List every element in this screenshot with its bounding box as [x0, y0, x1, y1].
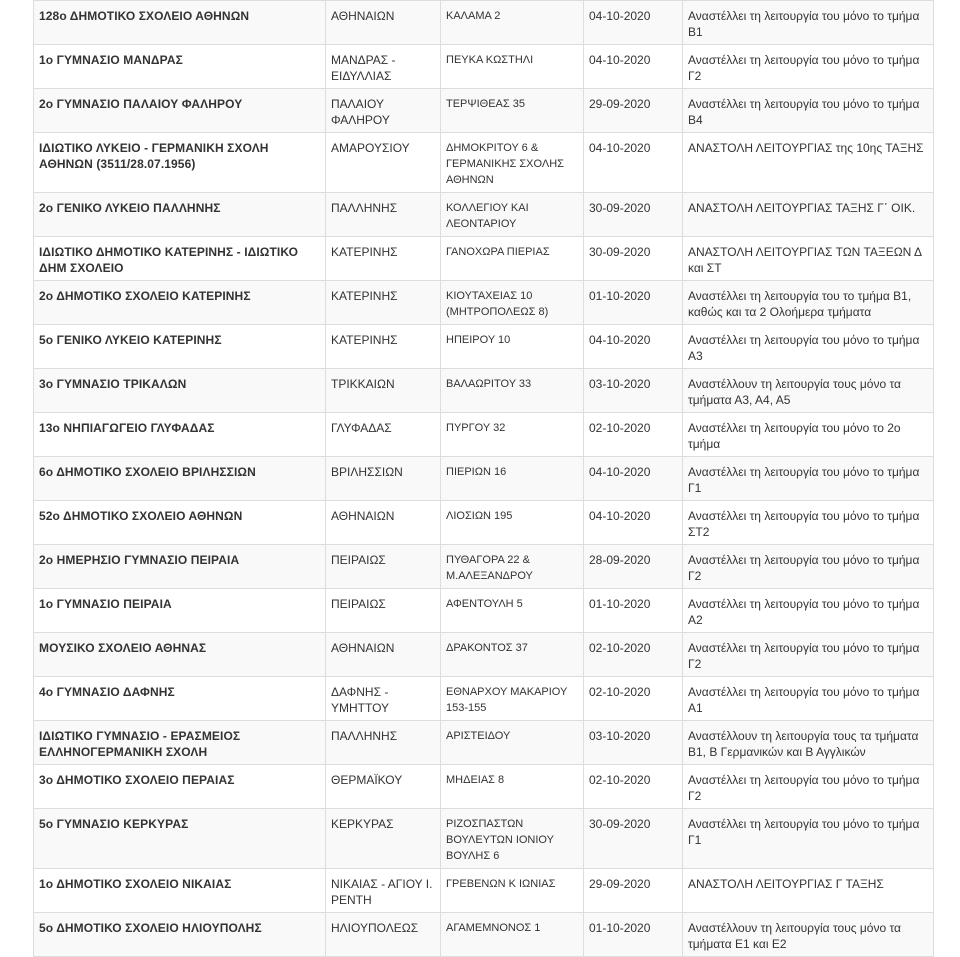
- municipality-cell: ΝΙΚΑΙΑΣ - ΑΓΙΟΥ Ι. ΡΕΝΤΗ: [326, 869, 441, 913]
- suspension-note-cell: ΑΝΑΣΤΟΛΗ ΛΕΙΤΟΥΡΓΙΑΣ ΤΩΝ ΤΑΞΕΩΝ Δ και ΣΤ: [683, 237, 934, 281]
- municipality-cell: ΚΑΤΕΡΙΝΗΣ: [326, 325, 441, 369]
- school-name-cell: 13ο ΝΗΠΙΑΓΩΓΕΙΟ ΓΛΥΦΑΔΑΣ: [34, 413, 326, 457]
- address-cell: ΠΥΘΑΓΟΡΑ 22 & Μ.ΑΛΕΞΑΝΔΡΟΥ: [441, 545, 584, 589]
- address-cell: ΕΘΝΑΡΧΟΥ ΜΑΚΑΡΙΟΥ 153-155: [441, 677, 584, 721]
- municipality-cell: ΚΕΡΚΥΡΑΣ: [326, 809, 441, 869]
- table-row: [34, 89, 934, 133]
- suspension-note-cell: ΑΝΑΣΤΟΛΗ ΛΕΙΤΟΥΡΓΙΑΣ Γ ΤΑΞΗΣ: [683, 869, 934, 913]
- suspension-note-cell: Αναστέλλει τη λειτουργία του μόνο το 2ο τμήμα: [683, 413, 934, 457]
- municipality-cell: ΓΛΥΦΑΔΑΣ: [326, 413, 441, 457]
- address-cell: ΚΟΛΛΕΓΙΟΥ ΚΑΙ ΛΕΟΝΤΑΡΙΟΥ: [441, 193, 584, 237]
- address-cell: ΓΑΝΟΧΩΡΑ ΠΙΕΡΙΑΣ: [441, 237, 584, 281]
- address-cell: ΤΕΡΨΙΘΕΑΣ 35: [441, 89, 584, 133]
- suspension-note-cell: Αναστέλλει τη λειτουργία του μόνο το τμήμα Γ2: [683, 633, 934, 677]
- address-cell: ΠΥΡΓΟΥ 32: [441, 413, 584, 457]
- suspension-note-cell: Αναστέλλει τη λειτουργία του μόνο το τμήμα Β4: [683, 89, 934, 133]
- date-cell: 29-09-2020: [584, 869, 683, 913]
- municipality-cell: ΑΘΗΝΑΙΩΝ: [326, 633, 441, 677]
- municipality-cell: ΠΑΛΛΗΝΗΣ: [326, 721, 441, 765]
- suspension-note-cell: Αναστέλλει τη λειτουργία του μόνο το τμήμα Γ2: [683, 545, 934, 589]
- address-cell: ΒΑΛΑΩΡΙΤΟΥ 33: [441, 369, 584, 413]
- date-cell: 04-10-2020: [584, 1, 683, 45]
- address-cell: ΚΙΟΥΤΑΧΕΙΑΣ 10 (ΜΗΤΡΟΠΟΛΕΩΣ 8): [441, 281, 584, 325]
- table-row: [34, 133, 934, 193]
- table-row: [34, 721, 934, 765]
- municipality-cell: ΑΜΑΡΟΥΣΙΟΥ: [326, 133, 441, 193]
- school-name-cell: ΙΔΙΩΤΙΚΟ ΓΥΜΝΑΣΙΟ - ΕΡΑΣΜΕΙΟΣ ΕΛΛΗΝΟΓΕΡΜΑΝΙΚΗ ΣΧΟΛΗ: [34, 721, 326, 765]
- date-cell: 30-09-2020: [584, 237, 683, 281]
- date-cell: 01-10-2020: [584, 589, 683, 633]
- address-cell: ΑΓΑΜΕΜΝΟΝΟΣ 1: [441, 913, 584, 957]
- municipality-cell: ΑΘΗΝΑΙΩΝ: [326, 501, 441, 545]
- date-cell: 03-10-2020: [584, 721, 683, 765]
- suspension-note-cell: Αναστέλλει τη λειτουργία του μόνο το τμήμα Γ1: [683, 457, 934, 501]
- school-name-cell: 5ο ΔΗΜΟΤΙΚΟ ΣΧΟΛΕΙΟ ΗΛΙΟΥΠΟΛΗΣ: [34, 913, 326, 957]
- address-cell: ΔΗΜΟΚΡΙΤΟΥ 6 & ΓΕΡΜΑΝΙΚΗΣ ΣΧΟΛΗΣ ΑΘΗΝΩΝ: [441, 133, 584, 193]
- date-cell: 28-09-2020: [584, 545, 683, 589]
- table-row: [34, 545, 934, 589]
- address-cell: ΓΡΕΒΕΝΩΝ Κ ΙΩΝΙΑΣ: [441, 869, 584, 913]
- table-row: [34, 413, 934, 457]
- address-cell: ΗΠΕΙΡΟΥ 10: [441, 325, 584, 369]
- table-body: [34, 1, 934, 957]
- municipality-cell: ΤΡΙΚΚΑΙΩΝ: [326, 369, 441, 413]
- address-cell: ΠΕΥΚΑ ΚΩΣΤΗΛΙ: [441, 45, 584, 89]
- table-row: [34, 281, 934, 325]
- suspension-note-cell: Αναστέλλει τη λειτουργία του μόνο το τμήμα Α3: [683, 325, 934, 369]
- table-row: [34, 45, 934, 89]
- school-name-cell: ΙΔΙΩΤΙΚΟ ΛΥΚΕΙΟ - ΓΕΡΜΑΝΙΚΗ ΣΧΟΛΗ ΑΘΗΝΩΝ (3511/28.07.1956): [34, 133, 326, 193]
- table-row: [34, 369, 934, 413]
- table-row: [34, 765, 934, 809]
- school-name-cell: 3ο ΓΥΜΝΑΣΙΟ ΤΡΙΚΑΛΩΝ: [34, 369, 326, 413]
- date-cell: 03-10-2020: [584, 369, 683, 413]
- municipality-cell: ΘΕΡΜΑΪΚΟΥ: [326, 765, 441, 809]
- school-name-cell: 3ο ΔΗΜΟΤΙΚΟ ΣΧΟΛΕΙΟ ΠΕΡΑΙΑΣ: [34, 765, 326, 809]
- address-cell: ΚΑΛΑΜΑ 2: [441, 1, 584, 45]
- table-row: [34, 913, 934, 957]
- address-cell: ΑΦΕΝΤΟΥΛΗ 5: [441, 589, 584, 633]
- date-cell: 30-09-2020: [584, 809, 683, 869]
- school-name-cell: ΙΔΙΩΤΙΚΟ ΔΗΜΟΤΙΚΟ ΚΑΤΕΡΙΝΗΣ - ΙΔΙΩΤΙΚΟ ΔΗΜ ΣΧΟΛΕΙΟ: [34, 237, 326, 281]
- address-cell: ΑΡΙΣΤΕΙΔΟΥ: [441, 721, 584, 765]
- suspension-note-cell: Αναστέλλει τη λειτουργία του μόνο το τμήμα Γ2: [683, 45, 934, 89]
- suspension-note-cell: Αναστέλλει τη λειτουργία του μόνο το τμήμα Γ2: [683, 765, 934, 809]
- date-cell: 04-10-2020: [584, 45, 683, 89]
- date-cell: 02-10-2020: [584, 633, 683, 677]
- address-cell: ΡΙΖΟΣΠΑΣΤΩΝ ΒΟΥΛΕΥΤΩΝ ΙΟΝΙΟΥ ΒΟΥΛΗΣ 6: [441, 809, 584, 869]
- municipality-cell: ΠΑΛΛΗΝΗΣ: [326, 193, 441, 237]
- date-cell: 04-10-2020: [584, 501, 683, 545]
- municipality-cell: ΚΑΤΕΡΙΝΗΣ: [326, 281, 441, 325]
- date-cell: 30-09-2020: [584, 193, 683, 237]
- address-cell: ΛΙΟΣΙΩΝ 195: [441, 501, 584, 545]
- school-name-cell: 2ο ΓΥΜΝΑΣΙΟ ΠΑΛΑΙΟΥ ΦΑΛΗΡΟΥ: [34, 89, 326, 133]
- municipality-cell: ΑΘΗΝΑΙΩΝ: [326, 1, 441, 45]
- municipality-cell: ΠΕΙΡΑΙΩΣ: [326, 545, 441, 589]
- address-cell: ΠΙΕΡΙΩΝ 16: [441, 457, 584, 501]
- municipality-cell: ΗΛΙΟΥΠΟΛΕΩΣ: [326, 913, 441, 957]
- school-name-cell: 1ο ΔΗΜΟΤΙΚΟ ΣΧΟΛΕΙΟ ΝΙΚΑΙΑΣ: [34, 869, 326, 913]
- date-cell: 29-09-2020: [584, 89, 683, 133]
- municipality-cell: ΒΡΙΛΗΣΣΙΩΝ: [326, 457, 441, 501]
- municipality-cell: ΚΑΤΕΡΙΝΗΣ: [326, 237, 441, 281]
- school-name-cell: 1ο ΓΥΜΝΑΣΙΟ ΠΕΙΡΑΙΑ: [34, 589, 326, 633]
- date-cell: 04-10-2020: [584, 133, 683, 193]
- suspension-note-cell: Αναστέλλει τη λειτουργία του μόνο το τμήμα Α2: [683, 589, 934, 633]
- date-cell: 01-10-2020: [584, 281, 683, 325]
- table-row: [34, 457, 934, 501]
- school-name-cell: 1ο ΓΥΜΝΑΣΙΟ ΜΑΝΔΡΑΣ: [34, 45, 326, 89]
- table-row: [34, 633, 934, 677]
- suspension-note-cell: Αναστέλλουν τη λειτουργία τους μόνο τα τμήματα Ε1 και Ε2: [683, 913, 934, 957]
- school-closures-table: [33, 0, 934, 957]
- suspension-note-cell: Αναστέλλει τη λειτουργία του το τμήμα Β1, καθώς και τα 2 Ολοήμερα τμήματα: [683, 281, 934, 325]
- suspension-note-cell: Αναστέλλουν τη λειτουργία τους τα τμήματα Β1, Β Γερμανικών και Β Αγγλικών: [683, 721, 934, 765]
- school-name-cell: 128ο ΔΗΜΟΤΙΚΟ ΣΧΟΛΕΙΟ ΑΘΗΝΩΝ: [34, 1, 326, 45]
- closures-table-container: [33, 0, 933, 957]
- address-cell: ΜΗΔΕΙΑΣ 8: [441, 765, 584, 809]
- school-name-cell: 2ο ΓΕΝΙΚΟ ΛΥΚΕΙΟ ΠΑΛΛΗΝΗΣ: [34, 193, 326, 237]
- suspension-note-cell: Αναστέλλει τη λειτουργία του μόνο το τμήμα Γ1: [683, 809, 934, 869]
- table-row: [34, 325, 934, 369]
- school-name-cell: 4ο ΓΥΜΝΑΣΙΟ ΔΑΦΝΗΣ: [34, 677, 326, 721]
- school-name-cell: 52ο ΔΗΜΟΤΙΚΟ ΣΧΟΛΕΙΟ ΑΘΗΝΩΝ: [34, 501, 326, 545]
- suspension-note-cell: ΑΝΑΣΤΟΛΗ ΛΕΙΤΟΥΡΓΙΑΣ της 10ης ΤΑΞΗΣ: [683, 133, 934, 193]
- date-cell: 04-10-2020: [584, 325, 683, 369]
- table-row: [34, 589, 934, 633]
- municipality-cell: ΠΕΙΡΑΙΩΣ: [326, 589, 441, 633]
- school-name-cell: 5ο ΓΕΝΙΚΟ ΛΥΚΕΙΟ ΚΑΤΕΡΙΝΗΣ: [34, 325, 326, 369]
- table-row: [34, 501, 934, 545]
- table-row: [34, 193, 934, 237]
- date-cell: 02-10-2020: [584, 677, 683, 721]
- table-row: [34, 677, 934, 721]
- table-row: [34, 809, 934, 869]
- suspension-note-cell: ΑΝΑΣΤΟΛΗ ΛΕΙΤΟΥΡΓΙΑΣ ΤΑΞΗΣ Γ΄ ΟΙΚ.: [683, 193, 934, 237]
- school-name-cell: 6ο ΔΗΜΟΤΙΚΟ ΣΧΟΛΕΙΟ ΒΡΙΛΗΣΣΙΩΝ: [34, 457, 326, 501]
- school-name-cell: ΜΟΥΣΙΚΟ ΣΧΟΛΕΙΟ ΑΘΗΝΑΣ: [34, 633, 326, 677]
- suspension-note-cell: Αναστέλλει τη λειτουργία του μόνο το τμήμα Β1: [683, 1, 934, 45]
- suspension-note-cell: Αναστέλλει τη λειτουργία του μόνο το τμήμα Α1: [683, 677, 934, 721]
- suspension-note-cell: Αναστέλλει τη λειτουργία του μόνο το τμήμα ΣΤ2: [683, 501, 934, 545]
- school-name-cell: 2ο ΗΜΕΡΗΣΙΟ ΓΥΜΝΑΣΙΟ ΠΕΙΡΑΙΑ: [34, 545, 326, 589]
- table-row: [34, 869, 934, 913]
- date-cell: 02-10-2020: [584, 765, 683, 809]
- municipality-cell: ΔΑΦΝΗΣ - ΥΜΗΤΤΟΥ: [326, 677, 441, 721]
- date-cell: 02-10-2020: [584, 413, 683, 457]
- municipality-cell: ΠΑΛΑΙΟΥ ΦΑΛΗΡΟΥ: [326, 89, 441, 133]
- municipality-cell: ΜΑΝΔΡΑΣ - ΕΙΔΥΛΛΙΑΣ: [326, 45, 441, 89]
- table-row: [34, 1, 934, 45]
- date-cell: 01-10-2020: [584, 913, 683, 957]
- date-cell: 04-10-2020: [584, 457, 683, 501]
- suspension-note-cell: Αναστέλλουν τη λειτουργία τους μόνο τα τμήματα Α3, Α4, Α5: [683, 369, 934, 413]
- school-name-cell: 5ο ΓΥΜΝΑΣΙΟ ΚΕΡΚΥΡΑΣ: [34, 809, 326, 869]
- school-name-cell: 2ο ΔΗΜΟΤΙΚΟ ΣΧΟΛΕΙΟ ΚΑΤΕΡΙΝΗΣ: [34, 281, 326, 325]
- table-row: [34, 237, 934, 281]
- address-cell: ΔΡΑΚΟΝΤΟΣ 37: [441, 633, 584, 677]
